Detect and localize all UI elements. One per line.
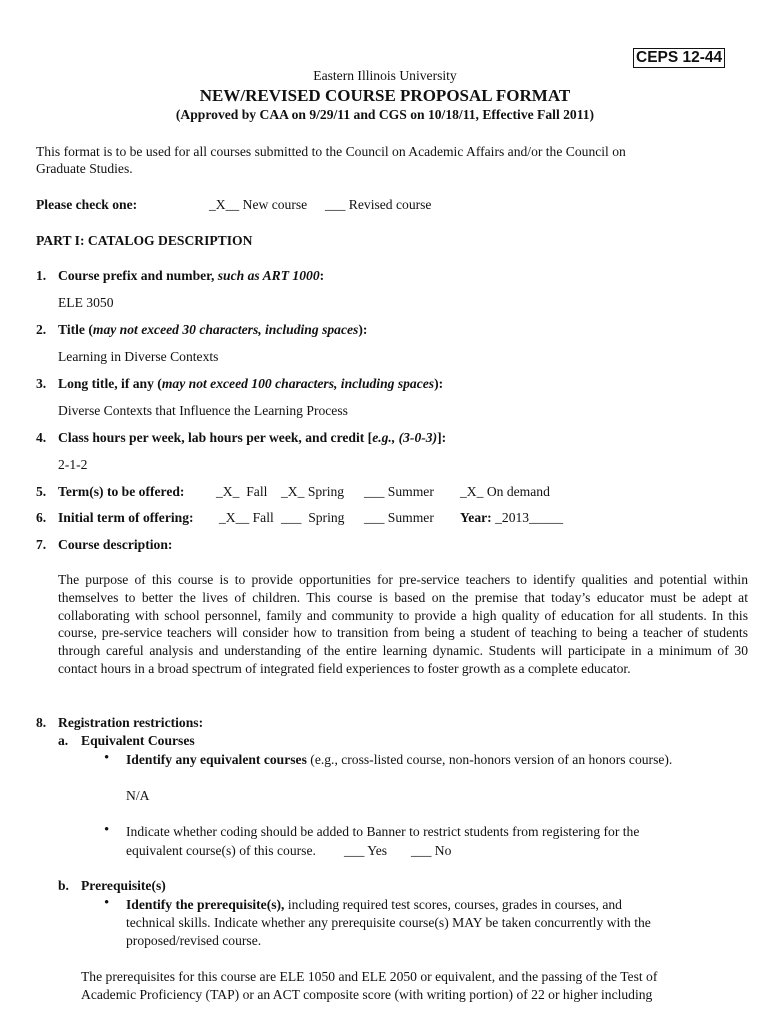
course-number-value: ELE 3050 [58, 295, 114, 310]
document-id: CEPS 12-44 [633, 48, 725, 68]
term-fall-label: Fall [246, 484, 268, 499]
item-7-number: 7. [36, 537, 47, 552]
title-value: Learning in Diverse Contexts [58, 349, 219, 364]
prerequisite-text-line-1: The prerequisites for this course are ELE 1050 and ELE 2050 or equivalent, and the passing of the Test of [81, 969, 658, 984]
term-spring-mark: _X_ [281, 484, 305, 499]
banner-no-label: No [434, 843, 452, 858]
banner-yes-label: Yes [367, 843, 388, 858]
initial-fall-mark: _X__ [219, 510, 250, 525]
initial-summer-mark: ___ [364, 510, 385, 525]
item-8-label: Registration restrictions: [58, 715, 204, 730]
university-name: Eastern Illinois University [313, 68, 457, 83]
equivalent-courses-value: N/A [126, 788, 150, 803]
prerequisite-prompt-line-3: proposed/revised course. [126, 933, 262, 948]
prerequisite-text-line-2: Academic Proficiency (TAP) or an ACT composite score (with writing portion) of 22 or higher including [81, 987, 653, 1002]
prerequisite-prompt-line-1: Identify the prerequisite(s), including required test scores, courses, grades in courses, and [126, 897, 622, 912]
item-1-number: 1. [36, 268, 47, 283]
term-summer-mark: ___ [364, 484, 385, 499]
check-revised-course[interactable] [325, 197, 431, 213]
term-spring-option[interactable] [281, 484, 344, 500]
intro-line-2: Graduate Studies. [36, 161, 133, 176]
year-value: _2013_____ [495, 510, 564, 525]
part1-heading: PART I: CATALOG DESCRIPTION [36, 233, 253, 248]
item-8-number: 8. [36, 715, 47, 730]
section-b-title: Prerequisite(s) [81, 878, 166, 893]
check-label: Please check one: [36, 197, 138, 212]
form-title: NEW/REVISED COURSE PROPOSAL FORMAT [199, 86, 571, 105]
intro-line-1: This format is to be used for all courses submitted to the Council on Academic Affairs and/or the Council on [36, 144, 626, 159]
term-demand-label: On demand [486, 484, 550, 499]
item-7-label: Course description: [58, 537, 173, 552]
banner-no-mark: ___ [411, 843, 432, 858]
term-fall-option[interactable] [216, 484, 267, 500]
new-course-label: New course [242, 197, 308, 212]
banner-coding-line-1: Indicate whether coding should be added to Banner to restrict students from registering for the [126, 824, 640, 839]
item-2-label: Title (may not exceed 30 characters, including spaces): [58, 322, 368, 337]
term-demand-mark: _X_ [460, 484, 484, 499]
prerequisite-prompt-line-2: technical skills. Indicate whether any prerequisite course(s) MAY be taken concurrently with the [126, 915, 651, 930]
banner-no-option[interactable] [411, 843, 451, 859]
term-spring-label: Spring [307, 484, 345, 499]
revised-course-mark: ___ [325, 197, 346, 212]
equivalent-courses-prompt: Identify any equivalent courses (e.g., cross-listed course, non-honors version of an honors course). [126, 752, 673, 767]
term-on-demand-option[interactable] [460, 484, 550, 500]
year-label: Year: [460, 510, 492, 525]
initial-spring-mark: ___ [281, 510, 302, 525]
initial-summer-option[interactable] [364, 510, 434, 526]
item-5-label: Term(s) to be offered: [58, 484, 185, 499]
item-4-label: Class hours per week, lab hours per week, and credit [e.g., (3-0-3)]: [58, 430, 447, 445]
revised-course-label: Revised course [348, 197, 432, 212]
item-6-number: 6. [36, 510, 47, 525]
banner-yes-mark: ___ [344, 843, 365, 858]
term-fall-mark: _X_ [216, 484, 240, 499]
initial-summer-label: Summer [387, 510, 434, 525]
banner-coding-line-2: equivalent course(s) of this course. [126, 843, 316, 858]
banner-yes-option[interactable] [344, 843, 387, 859]
course-description-text: The purpose of this course is to provide opportunities for pre-service teachers to identify qualities and potential within themselves to better the lives of children. This course is based on the premise that today’s educator must be adept at collaborating with school personnel, family and community to provide a high quality of education for all students. In this course, pre-service teachers will consider how to transition from being a student of teaching to being a teacher of students through careful analysis and understanding of the entire learning dynamic. Students will participate in a minimum of 30 contact hours in a broad spectrum of integrated field experiences to foster growth as a complete educator. [58, 572, 748, 676]
item-5-number: 5. [36, 484, 47, 499]
bullet-icon: • [104, 750, 110, 766]
item-1-label: Course prefix and number, such as ART 1000: [58, 268, 325, 283]
section-b-letter: b. [58, 878, 69, 893]
term-summer-option[interactable] [364, 484, 434, 500]
initial-fall-label: Fall [252, 510, 274, 525]
approval-note: (Approved by CAA on 9/29/11 and CGS on 10/18/11, Effective Fall 2011) [175, 107, 595, 122]
check-new-course[interactable] [209, 197, 315, 213]
section-a-title: Equivalent Courses [81, 733, 195, 748]
initial-year-field[interactable] [460, 510, 563, 526]
item-4-number: 4. [36, 430, 47, 445]
hours-credit-value: 2-1-2 [58, 457, 88, 472]
bullet-icon: • [104, 822, 110, 838]
new-course-mark: _X__ [209, 197, 240, 212]
initial-fall-option[interactable] [219, 510, 274, 526]
term-summer-label: Summer [387, 484, 434, 499]
initial-spring-label: Spring [308, 510, 345, 525]
item-3-number: 3. [36, 376, 47, 391]
long-title-value: Diverse Contexts that Influence the Learning Process [58, 403, 348, 418]
item-6-label: Initial term of offering: [58, 510, 194, 525]
section-a-letter: a. [58, 733, 69, 748]
item-3-label: Long title, if any (may not exceed 100 characters, including spaces): [58, 376, 444, 391]
bullet-icon: • [104, 895, 110, 911]
initial-spring-option[interactable] [281, 510, 344, 526]
item-2-number: 2. [36, 322, 47, 337]
